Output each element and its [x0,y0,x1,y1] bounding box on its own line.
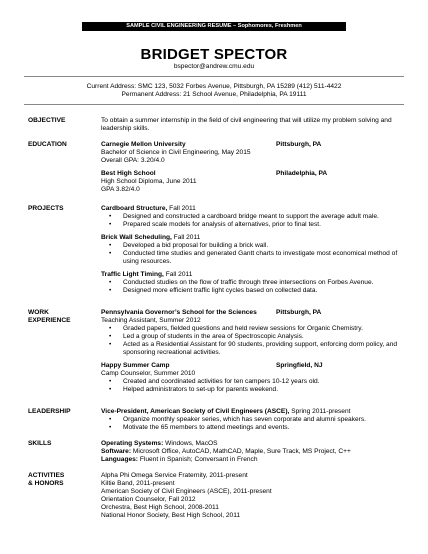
school-location: Pittsburgh, PA [276,141,322,148]
activity-item: American Society of Civil Engineers (ASCE), 2011-present [101,488,272,495]
skill-key: Operating Systems: [101,440,164,447]
sample-banner: SAMPLE CIVIL ENGINEERING RESUME – Sophomores, Freshmen [82,22,346,31]
activity-item: National Honor Society, Best High School, 2011 [101,512,241,519]
skill-key: Languages: [101,456,139,463]
leadership-section [101,408,401,432]
employer-name: Pennsylvania Governor’s School for the Sciences [101,309,257,316]
current-address: Current Address: SMC 123, 5032 Forbes Avenue, Pittsburgh, PA 15289 (412) 511-4422 [86,83,342,90]
project-bullet: • Prepared scale models for analysis of alternatives, prior to final test. [123,221,401,229]
project-title: Cardboard Structure, [101,205,168,212]
leadership-bullet: • Organize monthly speaker series, which has seven corporate and alumni speakers. [123,416,401,424]
skill-value: Microsoft Office, AutoCAD, MathCAD, Maple, Sure Track, MS Project, C++ [131,448,351,455]
job-bullet: • Helped administrators to set-up for parents weekend. [123,386,401,394]
activity-item: Alpha Phi Omega Service Fraternity, 2011-present [101,472,248,479]
work-heading [28,309,71,325]
job-bullet: • Acted as a Residential Assistant for 90 students, providing support, enforcing dorm policy, and sponsoring recreational activities. [123,341,401,357]
divider-bottom [24,104,404,105]
job-bullet: • Created and coordinated activities for ten campers 10-12 years old. [123,378,401,386]
activity-item: Kiltie Band, 2011-present [101,480,175,487]
degree-line: Bachelor of Science in Civil Engineering, May 2015 [101,149,251,156]
employer-location: Pittsburgh, PA [276,309,322,316]
activities-heading [28,472,64,488]
skill-value: Windows, MacOS [163,440,218,447]
project-bullet: • Conducted time studies and generated Gantt charts to investigate most economical method of using resources. [123,250,401,266]
employer-location: Springfield, NJ [276,362,323,369]
project-date: Fall 2011 [163,271,193,278]
leadership-date: Spring 2011-present [289,408,351,415]
job-bullet: • Led a group of students in the area of Spectroscopic Analysis. [123,333,401,341]
gpa-line: GPA 3.82/4.0 [101,186,140,193]
work-heading-line2: EXPERIENCE [28,317,71,324]
project-title: Traffic Light Timing, [101,271,164,278]
project-bullet: • Designed more efficient traffic light cycles based on collected data. [123,287,401,295]
activities-heading-line2: & HONORS [28,480,64,487]
education-section [101,141,401,194]
project-bullet: • Designed and constructed a cardboard bridge meant to support the average adult male. [123,213,401,221]
gpa-line: Overall GPA: 3.20/4.0 [101,157,165,164]
school-location: Philadelphia, PA [276,170,328,177]
projects-heading: PROJECTS [28,205,64,212]
project-date: Fall 2011 [167,205,196,212]
leadership-title: Vice-President, American Society of Civil Engineers (ASCE), [101,408,290,415]
activities-heading-line1: ACTIVITIES [28,472,65,479]
work-section [101,309,401,394]
job-role: Camp Counselor, Summer 2010 [101,370,196,377]
activity-item: Orchestra, Best High School, 2008-2011 [101,504,219,511]
school-name: Best High School [101,170,156,177]
school-name: Carnegie Mellon University [101,141,186,148]
degree-line: High School Diploma, June 2011 [101,178,197,185]
activities-section [101,472,401,520]
employer-name: Happy Summer Camp [101,362,170,369]
education-heading: EDUCATION [28,141,67,148]
leadership-bullet: • Motivate the 65 members to attend meetings and events. [123,424,401,432]
project-date: Fall 2011 [171,234,201,241]
candidate-name: BRIDGET SPECTOR [140,46,288,63]
email-address: bspector@andrew.cmu.edu [173,63,255,70]
work-heading-line1: WORK [28,309,49,316]
projects-section [101,205,401,295]
project-title: Brick Wall Scheduling, [101,234,172,241]
skills-section [101,440,401,464]
project-bullet: • Conducted studies on the flow of traffic through three intersections on Forbes Avenue. [123,279,401,287]
leadership-heading: LEADERSHIP [28,408,71,415]
skills-heading: SKILLS [28,440,52,447]
skill-key: Software: [101,448,132,455]
objective-heading: OBJECTIVE [28,117,66,124]
skill-value: Fluent in Spanish; Conversant in French [138,456,258,463]
project-bullet: • Developed a bid proposal for building a brick wall. [123,242,401,250]
divider-top [24,76,404,77]
job-role: Teaching Assistant, Summer 2012 [101,317,201,324]
permanent-address: Permanent Address: 21 School Avenue, Philadelphia, PA 19111 [121,91,307,98]
objective-text: To obtain a summer internship in the field of civil engineering that will utilize my problem solving and leadership skills. [101,117,392,132]
activity-item: Orientation Counselor, Fall 2012 [101,496,196,503]
job-bullet: • Graded papers, fielded questions and held review sessions for Organic Chemistry. [123,325,401,333]
